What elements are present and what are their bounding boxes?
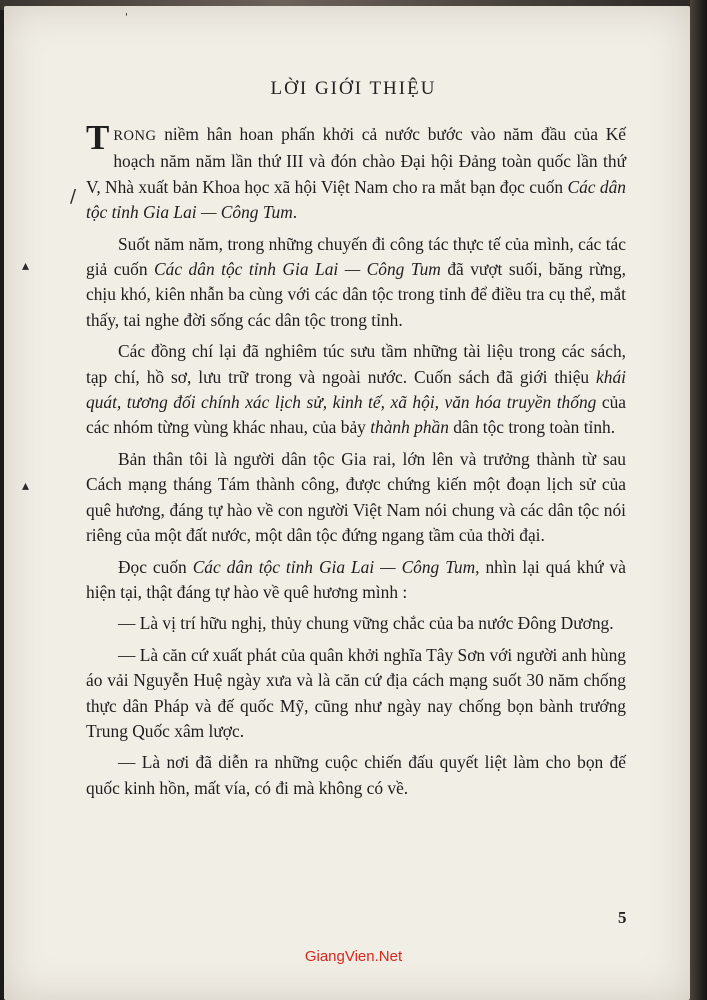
- list-item-1: — Là vị trí hữu nghị, thủy chung vững chắc của ba nước Đông Dương.: [118, 613, 614, 634]
- paragraph-text: đã vượt suối, băng rừng, chịu khó, kiên nhẫn ba cùng với các dân tộc trong tỉnh để điều tra cụ thể, mắt thấy, tai nghe đời sống các dân tộc trong tỉnh.: [86, 259, 626, 330]
- list-item-2: — Là căn cứ xuất phát của quân khởi nghĩa Tây Sơn với người anh hùng áo vải Nguyễn Huệ ngày xưa và là căn cứ địa cách mạng suốt 30 năm chống thực dân Pháp và đế quốc Mỹ, cũng như ngày nay chống bọn bành trướng Trung Quốc xâm lược.: [86, 644, 626, 741]
- margin-speck: ▴: [22, 478, 30, 494]
- margin-pencil-mark: /: [70, 186, 77, 207]
- paragraph-text: nhìn lại quá khứ và hiện tại, thật đáng tự hào về quê hương mình :: [86, 556, 626, 602]
- paragraph-text: Các đồng chí lại đã nghiêm túc sưu tầm những tài liệu trong các sách, tạp chí, hồ sơ, lưu trữ trong và ngoài nước. Cuốn sách đã giới thiệu: [86, 341, 626, 387]
- book-title: Các dân tộc tỉnh Gia Lai — Công Tum,: [192, 556, 480, 577]
- emphasis-text: khái quát, tương đối chính xác lịch sử, kinh tế, xã hội, văn hóa truyền thống: [86, 366, 626, 413]
- paragraph-text: niềm hân hoan phấn khởi cả nước bước vào năm đầu của Kế hoạch năm năm lần thứ III và đón chào Đại hội Đảng toàn quốc lần thứ V, Nhà xuất bản Khoa học xã hội Việt Nam cho ra mắt bạn đọc cuốn: [86, 124, 626, 197]
- paragraph-1: [86, 118, 626, 226]
- paragraph-end: .: [292, 202, 298, 223]
- page-title: LỜI GIỚI THIỆU: [270, 78, 437, 99]
- paragraph-5: [86, 555, 626, 606]
- scan-right-edge: [690, 0, 707, 1000]
- margin-speck: ': [125, 12, 128, 23]
- document-body: [86, 118, 627, 807]
- page-number: 5: [618, 908, 627, 927]
- list-item-3: — Là nơi đã diễn ra những cuộc chiến đấu quyết liệt làm cho bọn đế quốc kinh hồn, mất vía, có đi mà không có về.: [86, 752, 626, 798]
- paragraph-text: dân tộc trong toàn tỉnh.: [448, 417, 616, 438]
- drop-cap: T: [86, 118, 110, 157]
- paragraph-3: [86, 339, 626, 441]
- book-title: Các dân tộc tỉnh Gia Lai — Công Tum: [154, 259, 441, 280]
- paragraph-4: Bản thân tôi là người dân tộc Gia rai, lớn lên và trưởng thành từ sau Cách mạng tháng Tám thành công, được chứng kiến một đoạn lịch sử của quê hương, đáng tự hào về con người Việt Nam nói chung và các dân tộc nói riêng của một đất nước, một dân tộc đứng ngang tầm của thời đại.: [86, 448, 626, 546]
- book-title: Các dân tộc tỉnh Gia Lai — Công Tum: [86, 176, 626, 223]
- watermark-text: GiangVien.Net: [304, 948, 403, 965]
- paragraph-text: của các nhóm từng vùng khác nhau, của bảy: [86, 392, 627, 438]
- paragraph-text: Suốt năm năm, trong những chuyến đi công tác thực tế của mình, các tác giả cuốn: [86, 233, 626, 280]
- emphasis-text: thành phần: [370, 417, 449, 438]
- paragraph-text: Đọc cuốn: [118, 556, 193, 577]
- margin-speck: ▴: [22, 258, 30, 274]
- paragraph-2: [86, 232, 626, 334]
- small-caps-word: RONG: [113, 128, 157, 144]
